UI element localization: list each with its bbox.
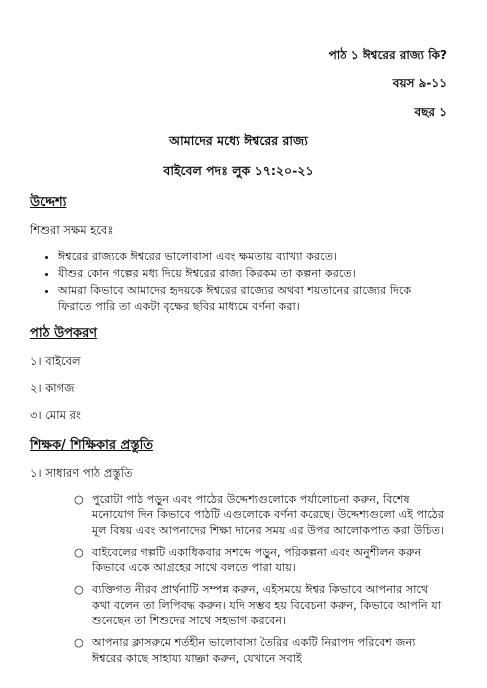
circle-bullet-icon: ○ [74,582,84,596]
materials-heading: পাঠ উপকরণ [30,325,98,341]
circle-bullet-icon: ○ [74,492,84,506]
lesson-meta [30,48,447,119]
list-item [74,582,447,629]
list-item: ১। বাইবেল [30,353,81,368]
list-item-text: বাইবেলের গল্পটি একাধিকবার সশব্দে পড়ুন, পরিকল্পনা এবং অনুশীলন করুন কিভাবে একে আগ্রহের সাথে বলতে পারা যায়। [92,545,422,575]
list-item [74,492,447,539]
age-range: বয়স ৯-১১ [392,76,447,91]
bible-passage: বাইবেল পদঃ লুক ১৭:২০-২১ [163,163,314,179]
circle-bullet-icon: ○ [74,545,84,559]
list-item [74,545,447,576]
objectives-intro: শিশুরা সক্ষম হবেঃ [30,223,114,238]
lesson-title: পাঠ ১ ঈশ্বরের রাজ্য কি? [328,48,447,62]
list-item [74,635,447,666]
list-item-text: আপনার ক্লাসরুমে শর্তহীন ভালোবাসা তৈরির একটি নিরাপদ পরিবেশ জন্য ঈশ্বরের কাছে সাহায্য যাচ্ঞা করুন, যেখানে সবাই [92,635,416,665]
list-item: • ঈশ্বরের রাজ্যকে ঈশ্বরের ভালোবাসা এবং ক্ষমতায় ব্যাখ্যা করতে। [58,249,447,264]
objectives-heading: উদ্দেশ্য [30,195,67,211]
list-item: ২। কাগজ [30,380,75,395]
list-item: • আমরা কিভাবে আমাদের হৃদয়কে ঈশ্বরের রাজ্যের অথবা শয়তানের রাজ্যের দিকে ফিরাতে পারি তা একটা বৃক্ষের ছবির মাধ্যমে বর্ণনা করা। [58,283,447,313]
preparation-list [30,492,447,667]
page-title: আমাদের মধ্যে ঈশ্বরের রাজ্য [169,133,308,149]
list-item: • যীশুর কোন গল্পের মধ্য দিয়ে ঈশ্বরের রাজ্য কিরকম তা কল্পনা করতে। [58,266,447,281]
circle-bullet-icon: ○ [74,635,84,649]
objectives-list [30,249,447,313]
preparation-subheading: ১। সাধারণ পাঠ প্রস্তুতি [30,465,133,480]
year-label: বছর ১ [414,104,447,119]
list-item-text: পুরোটা পাঠ পড়ুন এবং পাঠের উদ্দেশ্যগুলোকে পর্যালোচনা করুন, বিশেষ মনোযোগ দিন কিভাবে পাঠটি এগুলোকে বর্ণনা করেছে। উদ্দেশ্যগুলো এই পাঠের মূল বিষয় এবং আপনাদের শিক্ষা দানের সময় এর উপর আলোকপাত করা উচিত। [92,492,445,537]
list-item: ৩। মোম রং [30,407,81,422]
preparation-heading: শিক্ষক/ শিক্ষিকার প্রস্তুতি [30,437,154,453]
list-item-text: ব্যক্তিগত নীরব প্রার্থনাটি সম্পন্ন করুন, এইসময়ে ঈশ্বর কিভাবে আপনার সাথে কথা বলেন তা লিপিবদ্ধ করুন। যদি সম্ভব হয় বিবেচনা করুন, কিভাবে আপনি যা শুনেছেন তা শিশুদের সাথে সহভাগ করবেন। [92,582,441,628]
